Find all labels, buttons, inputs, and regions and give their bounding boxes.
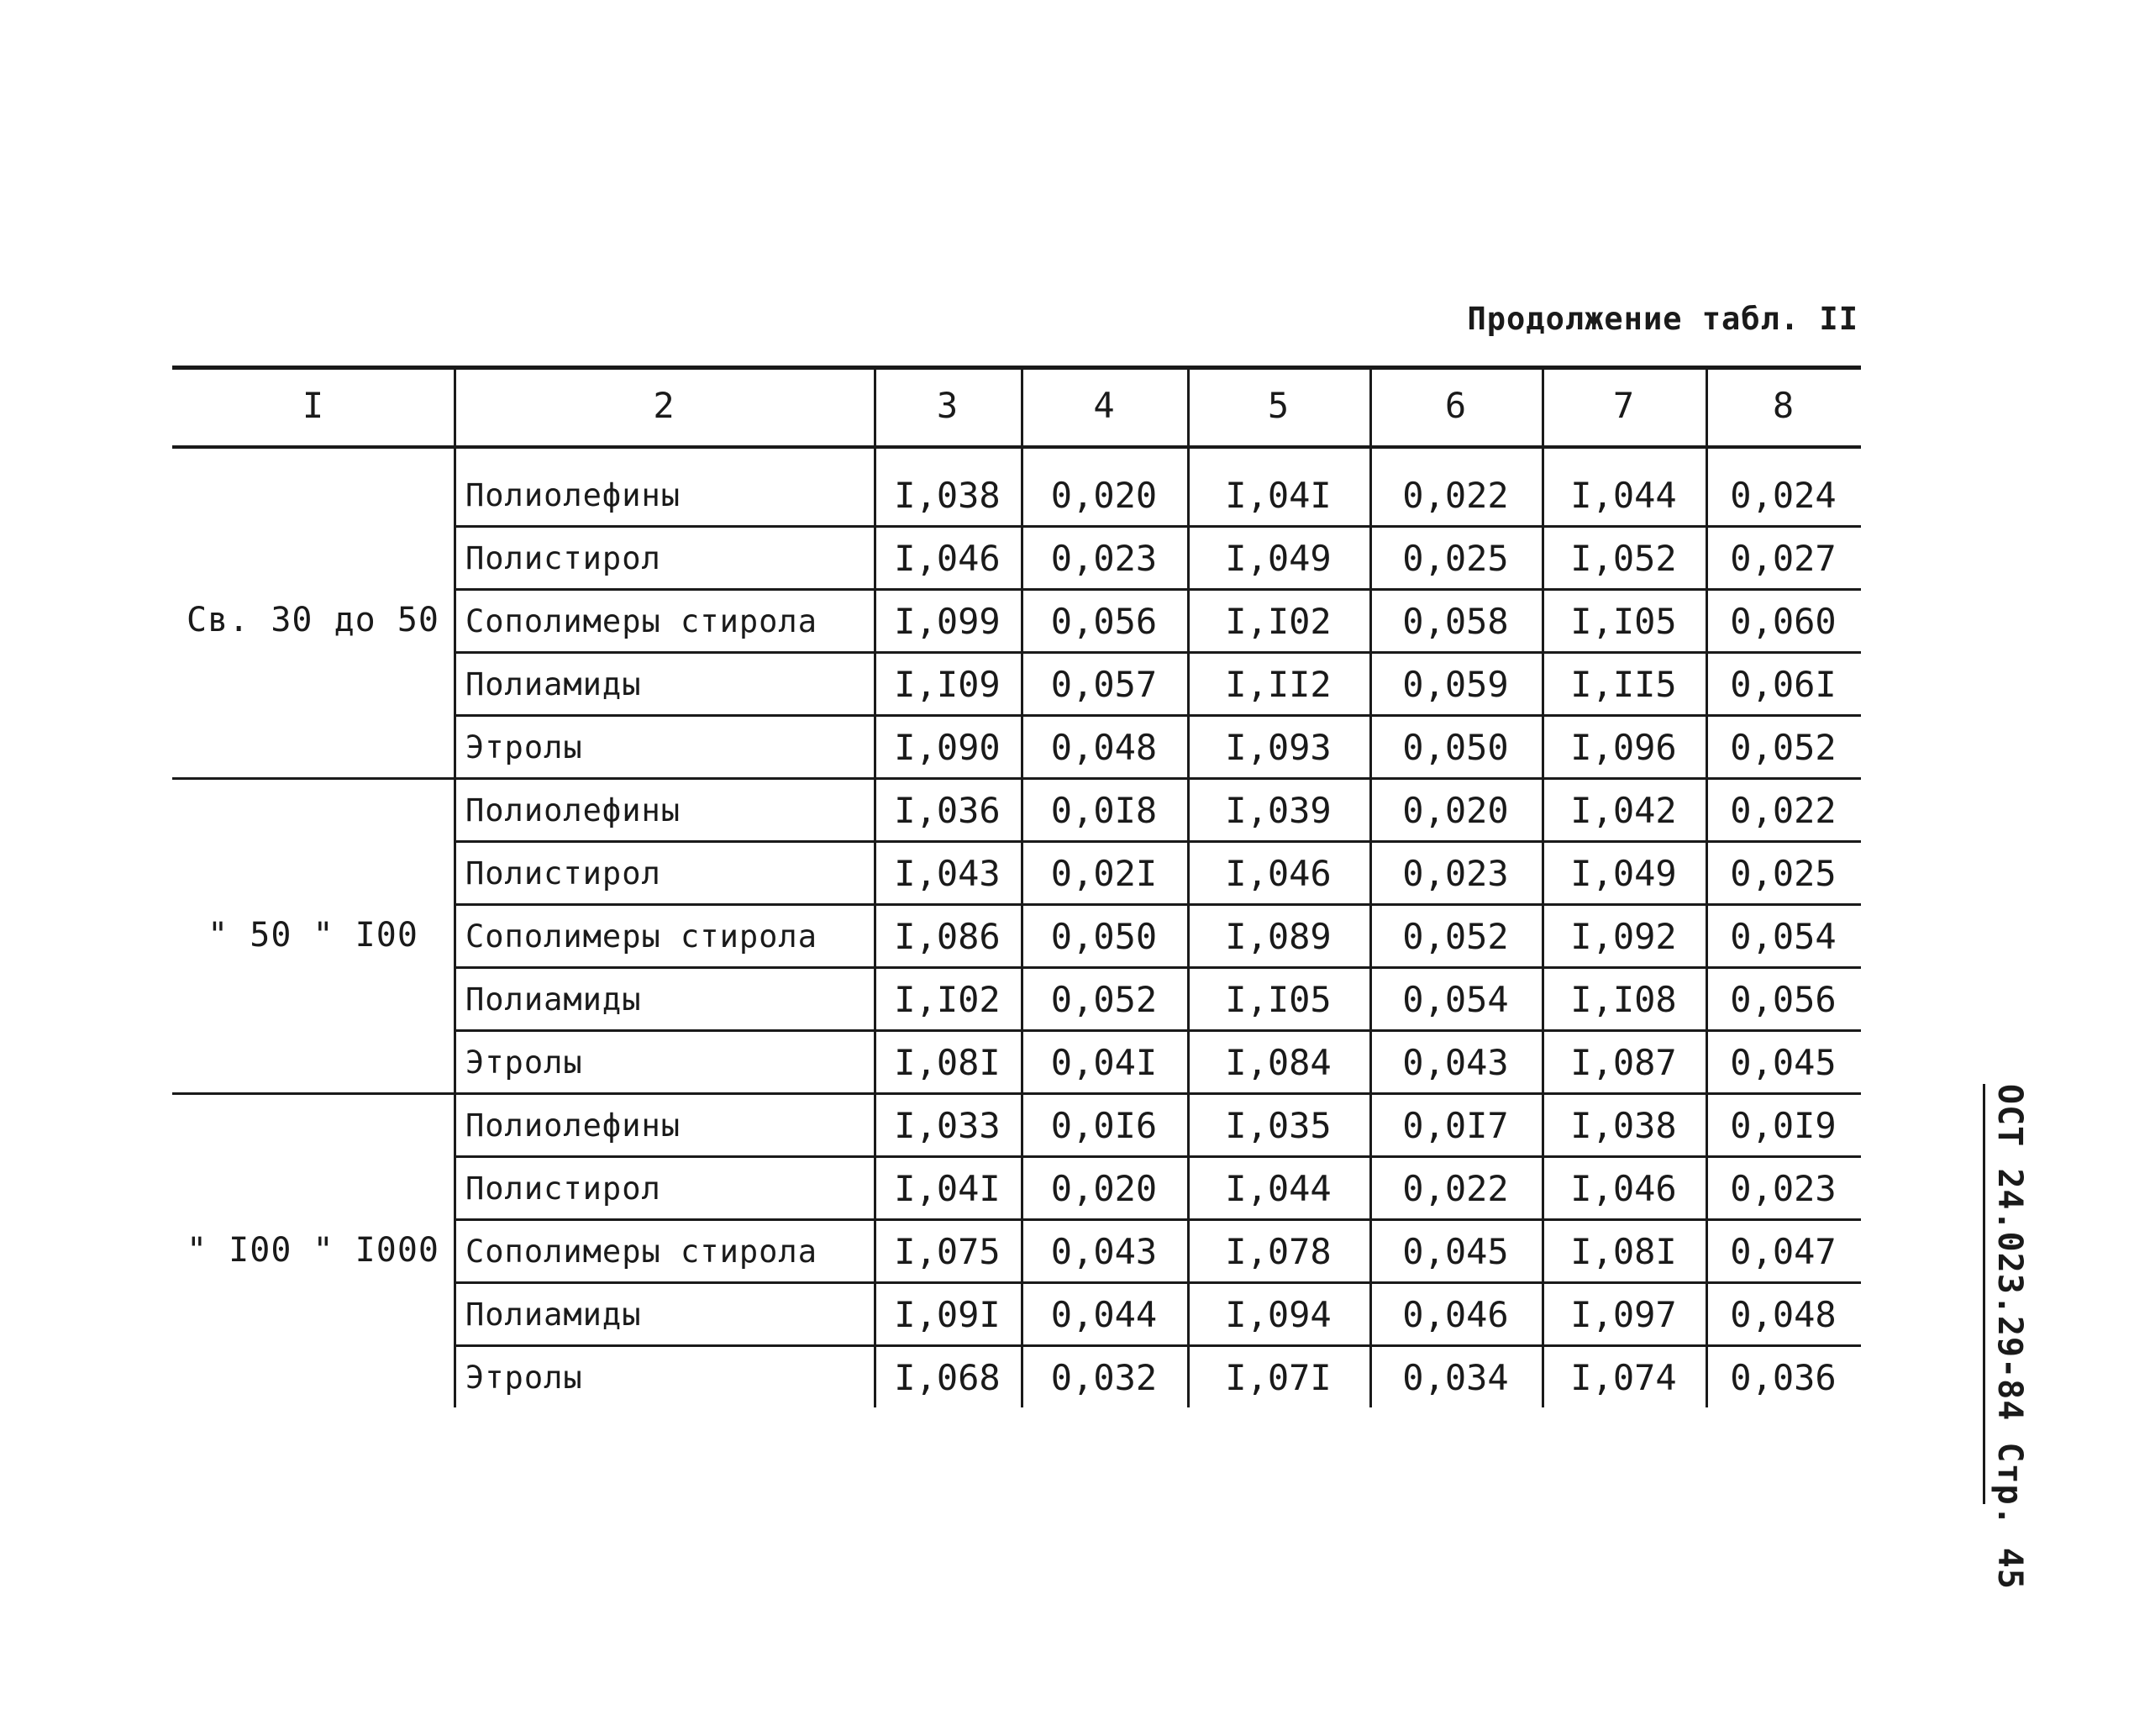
table-caption: Продолжение табл. II <box>1467 301 1858 337</box>
value-cell: I,033 <box>894 1105 1001 1146</box>
value-cell: I,052 <box>1570 538 1677 579</box>
value-cell: 0,027 <box>1730 538 1837 579</box>
value-cell: 0,056 <box>1730 979 1837 1020</box>
value-cell: I,075 <box>894 1231 1001 1272</box>
value-cell: 0,032 <box>1050 1357 1158 1398</box>
value-cell: I,089 <box>1225 916 1332 957</box>
value-cell: I,078 <box>1225 1231 1332 1272</box>
value-cell: I,086 <box>894 916 1001 957</box>
value-cell: I,042 <box>1570 790 1677 831</box>
value-cell: I,099 <box>894 601 1001 642</box>
material-name: Этролы <box>465 1044 583 1081</box>
row-divider <box>454 525 1861 528</box>
value-cell: 0,020 <box>1402 790 1509 831</box>
value-cell: I,044 <box>1225 1168 1332 1209</box>
value-cell: 0,058 <box>1402 601 1509 642</box>
value-cell: 0,025 <box>1730 853 1837 894</box>
column-header-8: 8 <box>1772 385 1795 426</box>
value-cell: 0,045 <box>1402 1231 1509 1272</box>
column-header-4: 4 <box>1093 385 1115 426</box>
material-name: Полиамиды <box>465 981 642 1018</box>
value-cell: 0,060 <box>1730 601 1837 642</box>
row-divider <box>454 1344 1861 1347</box>
row-divider <box>454 777 1861 780</box>
row-divider <box>454 903 1861 906</box>
data-table <box>172 366 1861 1407</box>
material-name: Полистирол <box>465 855 661 892</box>
value-cell: I,I02 <box>1225 601 1332 642</box>
column-header-5: 5 <box>1267 385 1290 426</box>
value-cell: 0,024 <box>1730 475 1837 516</box>
value-cell: I,074 <box>1570 1357 1677 1398</box>
material-name: Полиолефины <box>465 477 681 513</box>
value-cell: 0,0I8 <box>1050 790 1158 831</box>
value-cell: I,I05 <box>1225 979 1332 1020</box>
value-cell: I,04I <box>894 1168 1001 1209</box>
row-divider <box>454 714 1861 717</box>
value-cell: 0,046 <box>1402 1294 1509 1335</box>
value-cell: I,035 <box>1225 1105 1332 1146</box>
row-divider <box>454 1281 1861 1284</box>
value-cell: 0,022 <box>1402 475 1509 516</box>
value-cell: 0,047 <box>1730 1231 1837 1272</box>
value-cell: 0,043 <box>1050 1231 1158 1272</box>
material-name: Полистирол <box>465 540 661 576</box>
value-cell: 0,022 <box>1730 790 1837 831</box>
row-divider <box>454 840 1861 843</box>
value-cell: I,043 <box>894 853 1001 894</box>
value-cell: 0,023 <box>1730 1168 1837 1209</box>
document-code-label <box>1983 1084 2050 1590</box>
value-cell: 0,0I9 <box>1730 1105 1837 1146</box>
row-divider <box>454 1029 1861 1032</box>
value-cell: 0,052 <box>1402 916 1509 957</box>
value-cell: 0,045 <box>1730 1042 1837 1083</box>
value-cell: I,09I <box>894 1294 1001 1335</box>
value-cell: I,046 <box>1225 853 1332 894</box>
value-cell: 0,050 <box>1402 727 1509 768</box>
value-cell: I,087 <box>1570 1042 1677 1083</box>
value-cell: I,090 <box>894 727 1001 768</box>
value-cell: I,04I <box>1225 475 1332 516</box>
value-cell: I,I09 <box>894 664 1001 705</box>
value-cell: 0,06I <box>1730 664 1837 705</box>
value-cell: 0,048 <box>1050 727 1158 768</box>
row-divider <box>454 1218 1861 1221</box>
header-bottom-rule <box>172 445 1861 449</box>
value-cell: 0,0I6 <box>1050 1105 1158 1146</box>
value-cell: I,I05 <box>1570 601 1677 642</box>
value-cell: I,049 <box>1570 853 1677 894</box>
value-cell: I,049 <box>1225 538 1332 579</box>
row-divider <box>454 1092 1861 1095</box>
value-cell: 0,054 <box>1402 979 1509 1020</box>
value-cell: I,039 <box>1225 790 1332 831</box>
material-name: Полиолефины <box>465 1107 681 1144</box>
value-cell: 0,036 <box>1730 1357 1837 1398</box>
value-cell: 0,059 <box>1402 664 1509 705</box>
value-cell: 0,057 <box>1050 664 1158 705</box>
value-cell: 0,020 <box>1050 1168 1158 1209</box>
value-cell: I,046 <box>1570 1168 1677 1209</box>
value-cell: 0,052 <box>1730 727 1837 768</box>
material-name: Полиолефины <box>465 792 681 829</box>
material-name: Полиамиды <box>465 1297 642 1333</box>
material-name: Сополимеры стирола <box>465 1234 817 1270</box>
value-cell: 0,034 <box>1402 1357 1509 1398</box>
value-cell: I,II2 <box>1225 664 1332 705</box>
material-name: Полиамиды <box>465 666 642 702</box>
range-group-label: Св. 30 до 50 <box>187 600 439 639</box>
row-divider <box>454 588 1861 591</box>
value-cell: 0,043 <box>1402 1042 1509 1083</box>
column-header-1: I <box>302 385 324 426</box>
range-group-label: " I00 " I000 <box>187 1230 439 1270</box>
row-divider <box>454 1155 1861 1158</box>
column-header-6: 6 <box>1444 385 1467 426</box>
value-cell: 0,050 <box>1050 916 1158 957</box>
value-cell: I,096 <box>1570 727 1677 768</box>
material-name: Сополимеры стирола <box>465 603 817 639</box>
value-cell: 0,044 <box>1050 1294 1158 1335</box>
value-cell: 0,025 <box>1402 538 1509 579</box>
value-cell: 0,023 <box>1050 538 1158 579</box>
group-divider <box>172 1092 454 1095</box>
material-name: Сополимеры стирола <box>465 918 817 955</box>
row-divider <box>454 651 1861 654</box>
value-cell: I,092 <box>1570 916 1677 957</box>
value-cell: I,07I <box>1225 1357 1332 1398</box>
column-header-2: 2 <box>653 385 675 426</box>
value-cell: I,038 <box>1570 1105 1677 1146</box>
value-cell: I,I08 <box>1570 979 1677 1020</box>
material-name: Этролы <box>465 1360 583 1396</box>
value-cell: 0,022 <box>1402 1168 1509 1209</box>
value-cell: I,II5 <box>1570 664 1677 705</box>
value-cell: 0,056 <box>1050 601 1158 642</box>
value-cell: I,036 <box>894 790 1001 831</box>
value-cell: I,08I <box>894 1042 1001 1083</box>
value-cell: 0,054 <box>1730 916 1837 957</box>
value-cell: I,I02 <box>894 979 1001 1020</box>
value-cell: I,046 <box>894 538 1001 579</box>
value-cell: 0,048 <box>1730 1294 1837 1335</box>
row-divider <box>454 966 1861 969</box>
value-cell: I,093 <box>1225 727 1332 768</box>
document-code-text: ОСТ 24.023.29-84 Стр. 45 <box>1983 1084 2029 1504</box>
value-cell: I,038 <box>894 475 1001 516</box>
material-name: Полистирол <box>465 1170 661 1207</box>
value-cell: 0,020 <box>1050 475 1158 516</box>
value-cell: I,097 <box>1570 1294 1677 1335</box>
value-cell: 0,023 <box>1402 853 1509 894</box>
value-cell: 0,02I <box>1050 853 1158 894</box>
value-cell: 0,0I7 <box>1402 1105 1509 1146</box>
material-name: Этролы <box>465 729 583 765</box>
column-header-3: 3 <box>936 385 959 426</box>
group-divider <box>172 777 454 780</box>
value-cell: 0,04I <box>1050 1042 1158 1083</box>
value-cell: I,094 <box>1225 1294 1332 1335</box>
value-cell: I,044 <box>1570 475 1677 516</box>
value-cell: I,08I <box>1570 1231 1677 1272</box>
range-group-label: " 50 " I00 <box>208 915 418 955</box>
column-header-7: 7 <box>1612 385 1635 426</box>
value-cell: 0,052 <box>1050 979 1158 1020</box>
value-cell: I,084 <box>1225 1042 1332 1083</box>
value-cell: I,068 <box>894 1357 1001 1398</box>
